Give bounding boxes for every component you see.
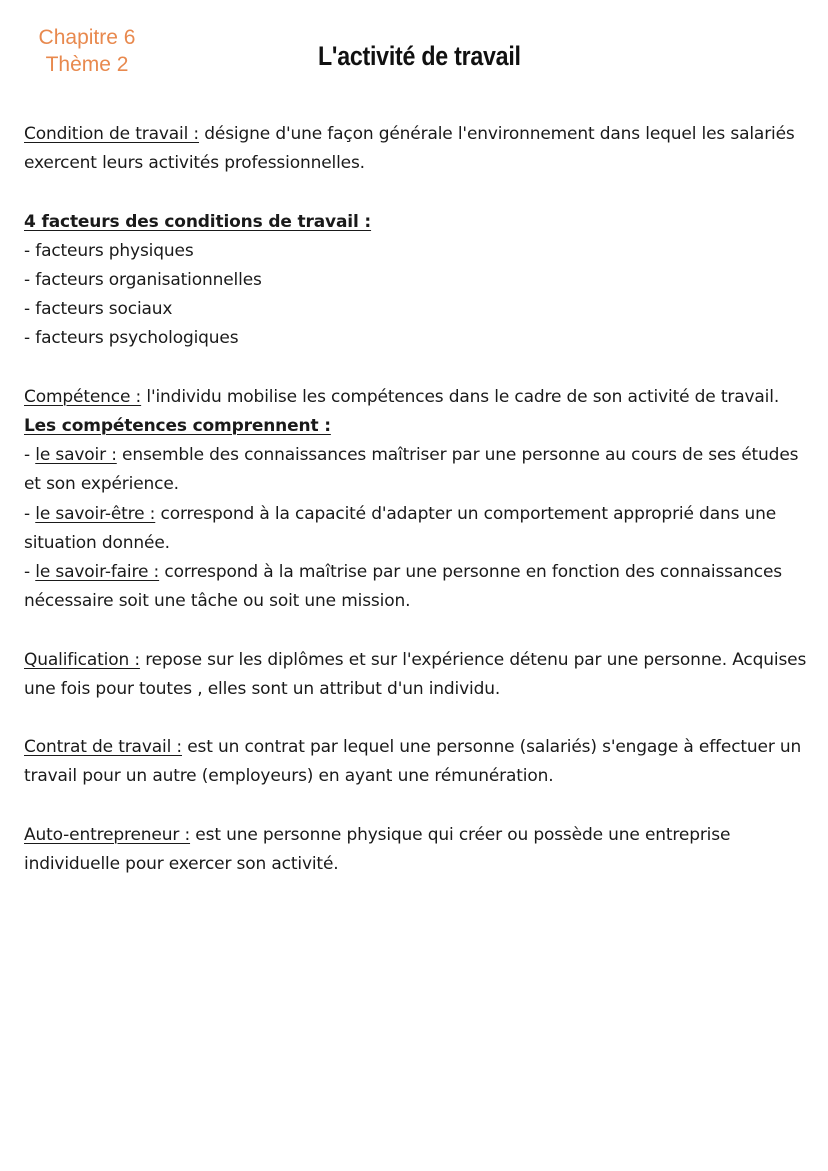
term-savoir-etre: le savoir-être : <box>35 503 156 524</box>
competences-heading <box>24 412 814 441</box>
theme-number: Thème 2 <box>45 53 129 76</box>
list-item: - facteurs physiques <box>24 240 194 261</box>
list-item: - facteurs sociaux <box>24 299 173 320</box>
facteurs-heading-text: 4 facteurs des conditions de travail : <box>24 211 372 232</box>
definition-text: est une personne physique qui créer ou possède une entreprise individuelle pour exercer son activité. <box>24 824 731 874</box>
definition-contrat-de-travail <box>24 733 814 791</box>
list-item-savoir-faire <box>24 558 814 616</box>
list-item-savoir <box>24 441 814 499</box>
term-qualification: Qualification : <box>24 649 140 670</box>
list-item: - facteurs psychologiques <box>24 328 239 349</box>
definition-condition-de-travail <box>24 120 814 178</box>
term-savoir: le savoir : <box>35 445 117 466</box>
competences-heading-text: Les compétences comprennent : <box>24 416 331 436</box>
definition-text: correspond à la maîtrise par une personne en fonction des connaissances nécessaire soit une tâche ou soit une mission. <box>24 562 782 612</box>
definition-competence <box>24 383 814 412</box>
spacer <box>24 178 814 207</box>
term-competence: Compétence : <box>24 386 142 407</box>
term-auto-entrepreneur: Auto-entrepreneur : <box>24 824 191 845</box>
term-savoir-faire: le savoir-faire : <box>35 562 160 583</box>
list-dash: - <box>24 562 36 583</box>
definition-text: repose sur les diplômes et sur l'expérience détenu par une personne. Acquises une fois pour toutes , elles sont un attribut d'un individu. <box>24 649 807 699</box>
definition-text: correspond à la capacité d'adapter un comportement approprié dans une situation donnée. <box>24 503 777 553</box>
spacer <box>24 704 814 733</box>
definition-auto-entrepreneur <box>24 821 814 879</box>
definition-text: est un contrat par lequel une personne (salariés) s'engage à effectuer un travail pour un autre (employeurs) en ayant une rémunération. <box>24 737 802 787</box>
spacer <box>24 616 814 645</box>
definition-text: ensemble des connaissances maîtriser par une personne au cours de ses études et son expérience. <box>24 445 799 495</box>
spacer <box>24 792 814 821</box>
list-item-savoir-etre <box>24 500 814 558</box>
definition-text: désigne d'une façon générale l'environnement dans lequel les salariés exercent leurs activités professionnelles. <box>24 124 795 174</box>
definition-text: l'individu mobilise les compétences dans le cadre de son activité de travail. <box>141 386 780 407</box>
chapter-label <box>30 24 144 78</box>
term-contrat-de-travail: Contrat de travail : <box>24 737 182 758</box>
document-body <box>24 120 814 879</box>
facteurs-heading <box>24 208 814 237</box>
list-item: - facteurs organisationnelles <box>24 270 262 290</box>
list-dash: - <box>24 445 36 466</box>
chapter-number: Chapitre 6 <box>38 26 136 49</box>
list-dash: - <box>24 503 36 524</box>
term-condition-de-travail: Condition de travail : <box>24 124 200 144</box>
page-title: L'activité de travail <box>318 41 521 71</box>
spacer <box>24 354 814 383</box>
definition-qualification <box>24 646 814 704</box>
